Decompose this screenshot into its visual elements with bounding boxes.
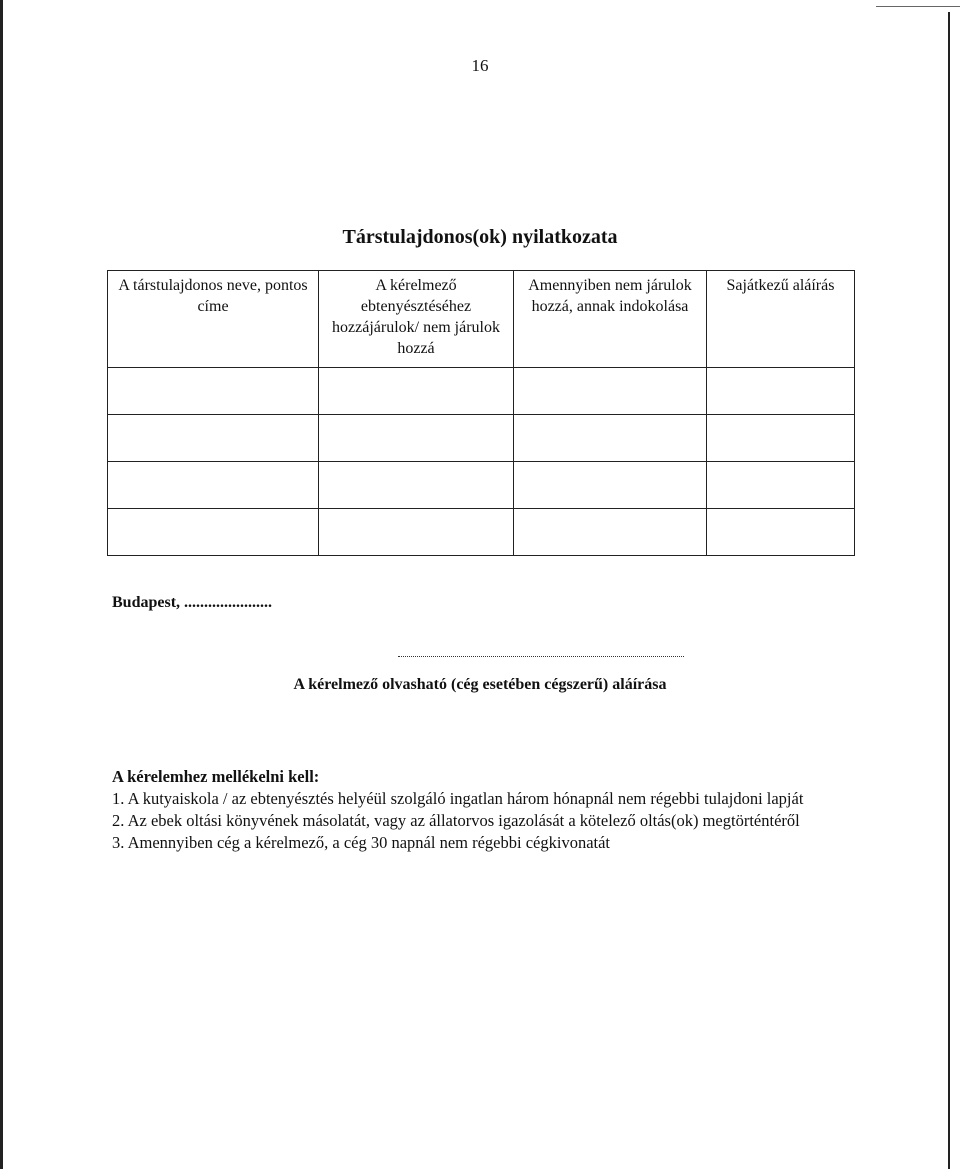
table-cell[interactable] bbox=[514, 509, 707, 556]
table-cell[interactable] bbox=[514, 368, 707, 415]
table-row bbox=[108, 415, 855, 462]
table-cell[interactable] bbox=[319, 368, 514, 415]
attachments-heading: A kérelemhez mellékelni kell: bbox=[112, 767, 320, 786]
table-cell[interactable] bbox=[108, 415, 319, 462]
table-cell[interactable] bbox=[514, 462, 707, 509]
scan-edge-right bbox=[948, 12, 950, 1169]
signature-line[interactable] bbox=[398, 656, 684, 657]
table-cell[interactable] bbox=[514, 415, 707, 462]
table-cell[interactable] bbox=[108, 368, 319, 415]
table-cell[interactable] bbox=[707, 368, 855, 415]
table-cell[interactable] bbox=[319, 462, 514, 509]
scan-edge-top bbox=[876, 6, 960, 7]
signature-label: A kérelmező olvasható (cég esetében cégszerű) aláírása bbox=[293, 676, 667, 693]
table-row bbox=[108, 368, 855, 415]
table-cell[interactable] bbox=[707, 509, 855, 556]
table-cell[interactable] bbox=[319, 509, 514, 556]
table-cell[interactable] bbox=[319, 415, 514, 462]
table-row bbox=[108, 462, 855, 509]
list-item: 3. Amennyiben cég a kérelmező, a cég 30 napnál nem régebbi cégkivonatát bbox=[112, 833, 611, 852]
list-item: 1. A kutyaiskola / az ebtenyésztés helyéül szolgáló ingatlan három hónapnál nem régebbi tulajdoni lapját bbox=[112, 789, 804, 808]
page-number: 16 bbox=[471, 56, 489, 75]
place-date-line[interactable]: Budapest, ...................... bbox=[112, 594, 273, 611]
co-owner-declaration-table bbox=[107, 270, 855, 556]
table-cell[interactable] bbox=[108, 509, 319, 556]
column-header-consent: A kérelmező ebtenyésztéséhez hozzájárulok/ nem járulok hozzá bbox=[319, 271, 514, 368]
table-cell[interactable] bbox=[707, 415, 855, 462]
page-title: Társtulajdonos(ok) nyilatkozata bbox=[342, 226, 618, 248]
table-row bbox=[108, 509, 855, 556]
list-item: 2. Az ebek oltási könyvének másolatát, vagy az állatorvos igazolását a kötelező oltás(ok) megtörténtéről bbox=[112, 811, 800, 830]
table-cell[interactable] bbox=[707, 462, 855, 509]
table-header-row bbox=[108, 271, 855, 368]
table-cell[interactable] bbox=[108, 462, 319, 509]
attachments-section bbox=[112, 766, 842, 854]
column-header-reason: Amennyiben nem járulok hozzá, annak indokolása bbox=[514, 271, 707, 368]
scan-edge-left bbox=[0, 0, 3, 1169]
column-header-owner-name: A társtulajdonos neve, pontos címe bbox=[108, 271, 319, 368]
column-header-signature: Sajátkezű aláírás bbox=[707, 271, 855, 368]
